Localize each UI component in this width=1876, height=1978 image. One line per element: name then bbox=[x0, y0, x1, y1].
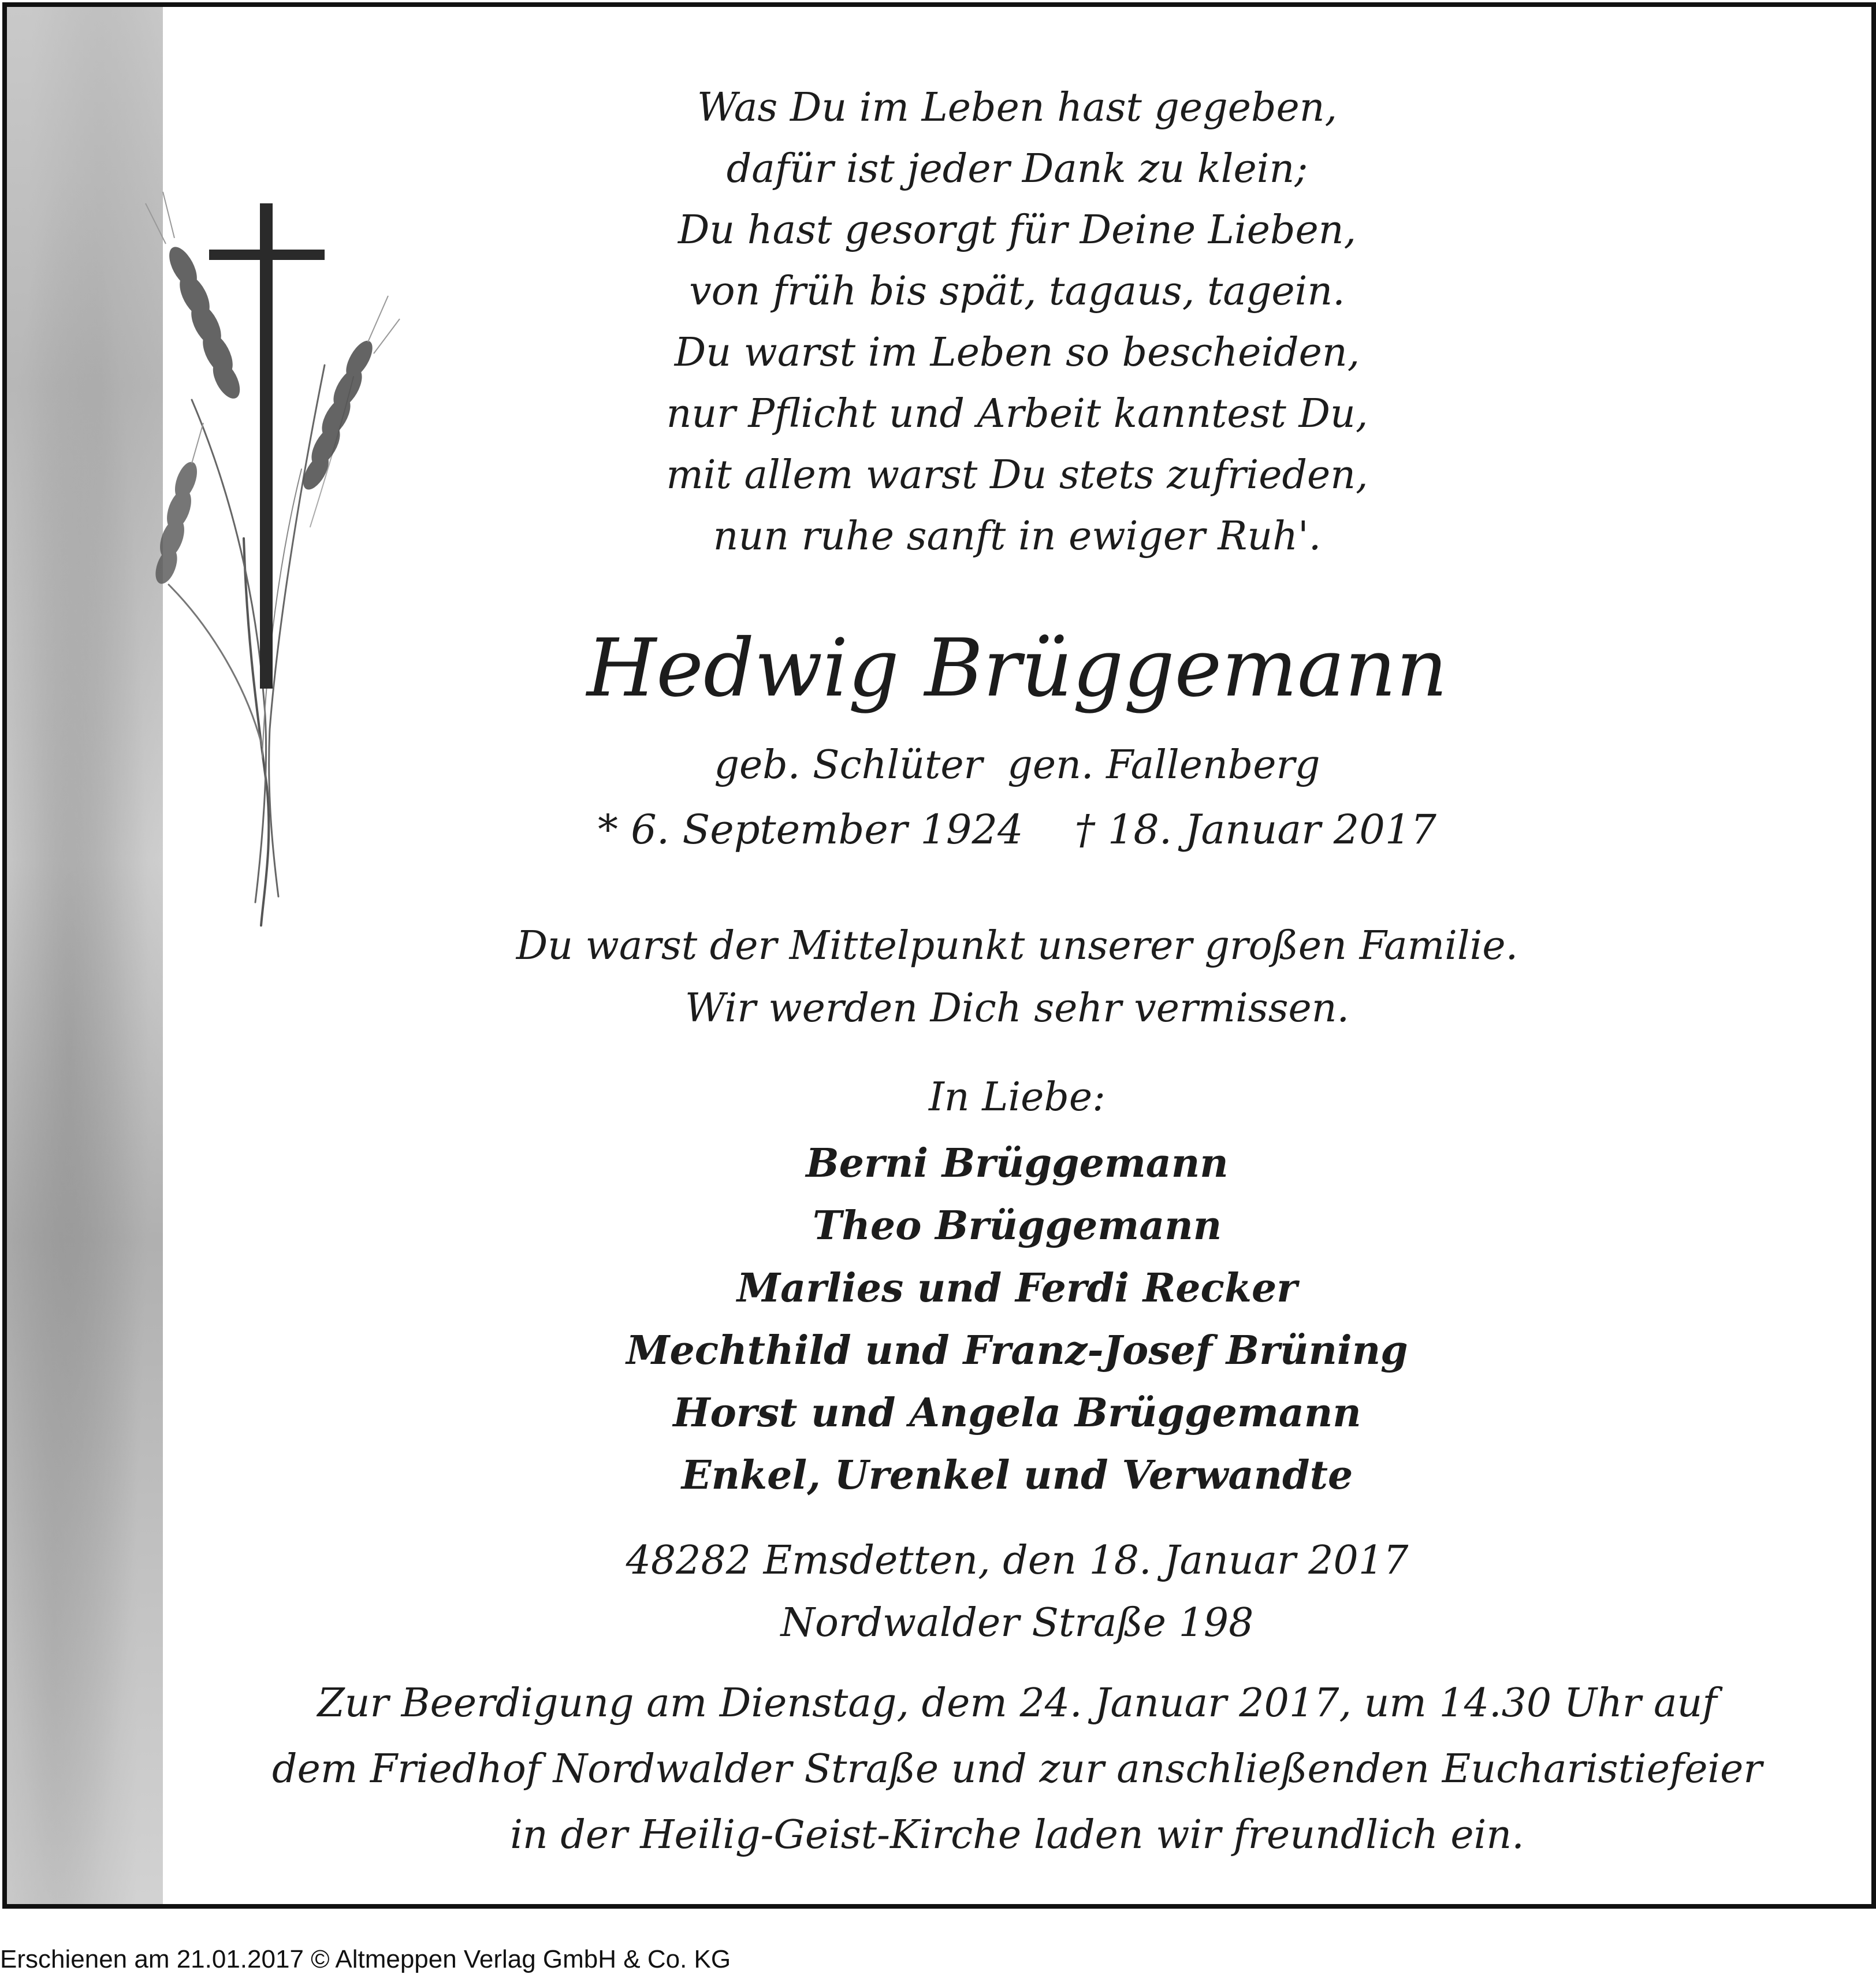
poem-line: Was Du im Leben hast gegeben, bbox=[697, 85, 1338, 131]
place-date: 48282 Emsdetten, den 18. Januar 2017 bbox=[626, 1538, 1409, 1583]
deceased-name: Hedwig Brüggemann bbox=[586, 622, 1448, 715]
mourners-intro: In Liebe: bbox=[928, 1074, 1106, 1120]
mourner-name: Horst und Angela Brüggemann bbox=[673, 1390, 1361, 1436]
mourner-name: Theo Brüggemann bbox=[812, 1203, 1222, 1249]
mourners-list bbox=[163, 1132, 1871, 1507]
tribute-line: Wir werden Dich sehr vermissen. bbox=[684, 986, 1350, 1031]
date-separator bbox=[1023, 806, 1075, 853]
place-and-address bbox=[163, 1530, 1871, 1654]
publication-footer: Erschienen am 21.01.2017 © Altmeppen Verlag GmbH & Co. KG bbox=[0, 1945, 731, 1973]
mourner-name: Marlies und Ferdi Recker bbox=[736, 1265, 1298, 1311]
poem-line: Du warst im Leben so bescheiden, bbox=[674, 330, 1360, 375]
mourner-name: Enkel, Urenkel und Verwandte bbox=[681, 1452, 1353, 1499]
tribute-text bbox=[163, 915, 1871, 1040]
address: Nordwalder Straße 198 bbox=[780, 1600, 1254, 1646]
funeral-line: Zur Beerdigung am Dienstag, dem 24. Januar 2017, um 14.30 Uhr auf bbox=[317, 1680, 1717, 1726]
birth-name: geb. Schlüter gen. Fallenberg bbox=[714, 742, 1320, 788]
funeral-announcement bbox=[163, 1671, 1871, 1868]
tribute-line: Du warst der Mittelpunkt unserer großen Familie. bbox=[516, 923, 1518, 969]
mourner-name: Berni Brüggemann bbox=[806, 1140, 1229, 1187]
memorial-poem bbox=[163, 77, 1871, 567]
obituary-notice bbox=[2, 2, 1876, 1909]
poem-line: nun ruhe sanft in ewiger Ruh'. bbox=[713, 514, 1322, 559]
mourner-name: Mechthild und Franz-Josef Brüning bbox=[626, 1328, 1408, 1374]
poem-line: nur Pflicht und Arbeit kanntest Du, bbox=[666, 391, 1368, 437]
death-date: † 18. Januar 2017 bbox=[1074, 806, 1436, 853]
poem-line: mit allem warst Du stets zufrieden, bbox=[666, 452, 1368, 498]
poem-line: von früh bis spät, tagaus, tagein. bbox=[689, 269, 1345, 314]
poem-line: dafür ist jeder Dank zu klein; bbox=[726, 146, 1308, 192]
birth-date: * 6. September 1924 bbox=[598, 806, 1023, 853]
funeral-line: in der Heilig-Geist-Kirche laden wir freundlich ein. bbox=[510, 1812, 1524, 1858]
funeral-line: dem Friedhof Nordwalder Straße und zur anschließenden Eucharistiefeier bbox=[272, 1746, 1762, 1792]
life-dates bbox=[163, 801, 1871, 858]
poem-line: Du hast gesorgt für Deine Lieben, bbox=[678, 207, 1357, 253]
